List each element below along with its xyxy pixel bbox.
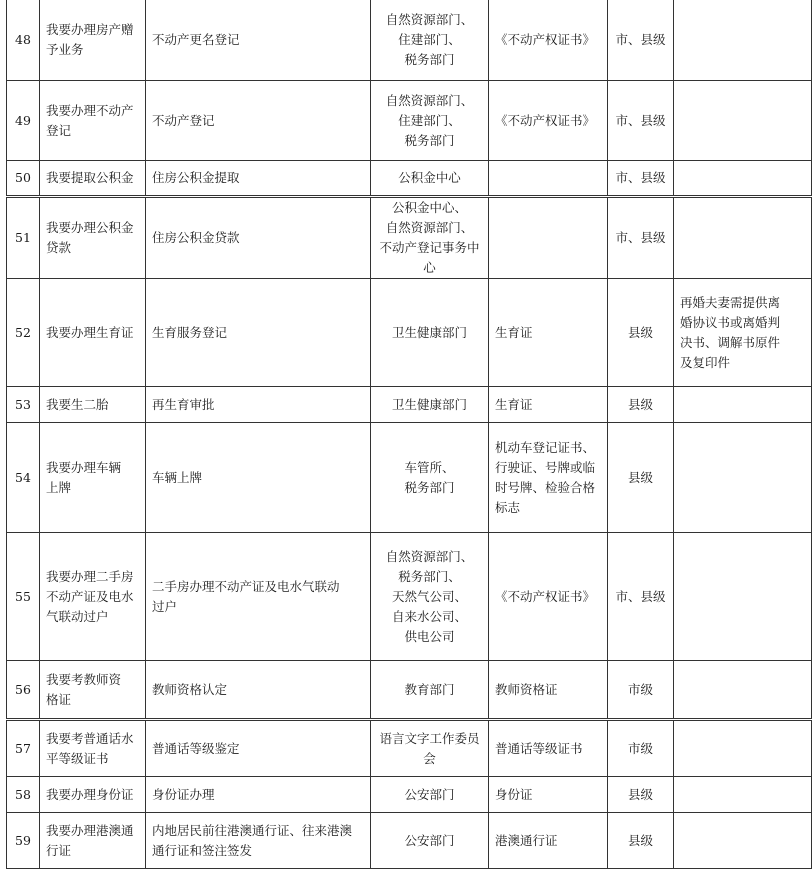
row-level: 市、县级 <box>608 197 674 279</box>
table-row <box>7 661 812 720</box>
row-note <box>674 661 812 720</box>
row-department: 车管所、 税务部门 <box>371 423 489 533</box>
row-item: 我要办理身份证 <box>40 777 146 813</box>
row-department: 卫生健康部门 <box>371 387 489 423</box>
row-certificate: 《不动产权证书》 <box>489 81 608 161</box>
table-row <box>7 533 812 661</box>
row-department: 公积金中心、 自然资源部门、 不动产登记事务中心 <box>371 197 489 279</box>
table-row <box>7 720 812 777</box>
row-number: 51 <box>7 197 40 279</box>
row-item: 我要办理港澳通 行证 <box>40 813 146 869</box>
row-item: 我要办理不动产 登记 <box>40 81 146 161</box>
row-certificate: 教师资格证 <box>489 661 608 720</box>
table-row <box>7 81 812 161</box>
row-item: 我要办理二手房 不动产证及电水 气联动过户 <box>40 533 146 661</box>
row-level: 县级 <box>608 279 674 387</box>
row-department: 教育部门 <box>371 661 489 720</box>
row-department: 公积金中心 <box>371 161 489 197</box>
table-row <box>7 813 812 869</box>
row-certificate: 《不动产权证书》 <box>489 533 608 661</box>
row-number: 54 <box>7 423 40 533</box>
row-number: 48 <box>7 0 40 81</box>
row-level: 县级 <box>608 777 674 813</box>
row-certificate: 《不动产权证书》 <box>489 0 608 81</box>
row-item: 我要办理车辆 上牌 <box>40 423 146 533</box>
row-item: 我要办理生育证 <box>40 279 146 387</box>
row-certificate: 普通话等级证书 <box>489 720 608 777</box>
row-item: 我要办理房产赠 予业务 <box>40 0 146 81</box>
row-level: 县级 <box>608 423 674 533</box>
row-department: 自然资源部门、 税务部门、 天然气公司、 自来水公司、 供电公司 <box>371 533 489 661</box>
row-number: 49 <box>7 81 40 161</box>
row-note <box>674 720 812 777</box>
table-row <box>7 777 812 813</box>
row-note <box>674 387 812 423</box>
row-level: 市、县级 <box>608 81 674 161</box>
row-service: 不动产登记 <box>146 81 371 161</box>
row-certificate: 身份证 <box>489 777 608 813</box>
row-level: 市、县级 <box>608 161 674 197</box>
services-table <box>6 0 812 869</box>
row-service: 二手房办理不动产证及电水气联动 过户 <box>146 533 371 661</box>
row-department: 自然资源部门、 住建部门、 税务部门 <box>371 0 489 81</box>
row-service: 住房公积金提取 <box>146 161 371 197</box>
row-number: 58 <box>7 777 40 813</box>
row-department: 公安部门 <box>371 813 489 869</box>
table-row <box>7 279 812 387</box>
row-number: 53 <box>7 387 40 423</box>
table-row <box>7 0 812 81</box>
row-item: 我要考普通话水 平等级证书 <box>40 720 146 777</box>
row-certificate: 生育证 <box>489 387 608 423</box>
row-service: 教师资格认定 <box>146 661 371 720</box>
row-note: 再婚夫妻需提供离 婚协议书或离婚判 决书、调解书原件 及复印件 <box>674 279 812 387</box>
row-note <box>674 81 812 161</box>
row-service: 生育服务登记 <box>146 279 371 387</box>
row-note <box>674 0 812 81</box>
row-level: 市级 <box>608 661 674 720</box>
row-department: 自然资源部门、 住建部门、 税务部门 <box>371 81 489 161</box>
row-number: 55 <box>7 533 40 661</box>
row-level: 县级 <box>608 813 674 869</box>
row-item: 我要办理公积金 贷款 <box>40 197 146 279</box>
row-number: 57 <box>7 720 40 777</box>
row-number: 50 <box>7 161 40 197</box>
row-item: 我要提取公积金 <box>40 161 146 197</box>
row-level: 市、县级 <box>608 0 674 81</box>
row-certificate <box>489 197 608 279</box>
row-item: 我要生二胎 <box>40 387 146 423</box>
row-note <box>674 533 812 661</box>
row-service: 车辆上牌 <box>146 423 371 533</box>
row-level: 市、县级 <box>608 533 674 661</box>
row-department: 卫生健康部门 <box>371 279 489 387</box>
row-level: 市级 <box>608 720 674 777</box>
row-certificate: 机动车登记证书、 行驶证、号牌或临 时号牌、检验合格 标志 <box>489 423 608 533</box>
table-row <box>7 423 812 533</box>
row-level: 县级 <box>608 387 674 423</box>
table-row <box>7 197 812 279</box>
row-number: 56 <box>7 661 40 720</box>
row-note <box>674 423 812 533</box>
row-note <box>674 777 812 813</box>
row-service: 普通话等级鉴定 <box>146 720 371 777</box>
table-row <box>7 161 812 197</box>
row-certificate <box>489 161 608 197</box>
row-department: 公安部门 <box>371 777 489 813</box>
row-service: 住房公积金贷款 <box>146 197 371 279</box>
row-item: 我要考教师资 格证 <box>40 661 146 720</box>
row-service: 身份证办理 <box>146 777 371 813</box>
row-certificate: 生育证 <box>489 279 608 387</box>
row-department: 语言文字工作委员会 <box>371 720 489 777</box>
row-service: 内地居民前往港澳通行证、往来港澳 通行证和签注签发 <box>146 813 371 869</box>
row-service: 再生育审批 <box>146 387 371 423</box>
row-certificate: 港澳通行证 <box>489 813 608 869</box>
row-service: 不动产更名登记 <box>146 0 371 81</box>
row-number: 52 <box>7 279 40 387</box>
row-number: 59 <box>7 813 40 869</box>
row-note <box>674 161 812 197</box>
row-note <box>674 197 812 279</box>
table-row <box>7 387 812 423</box>
row-note <box>674 813 812 869</box>
